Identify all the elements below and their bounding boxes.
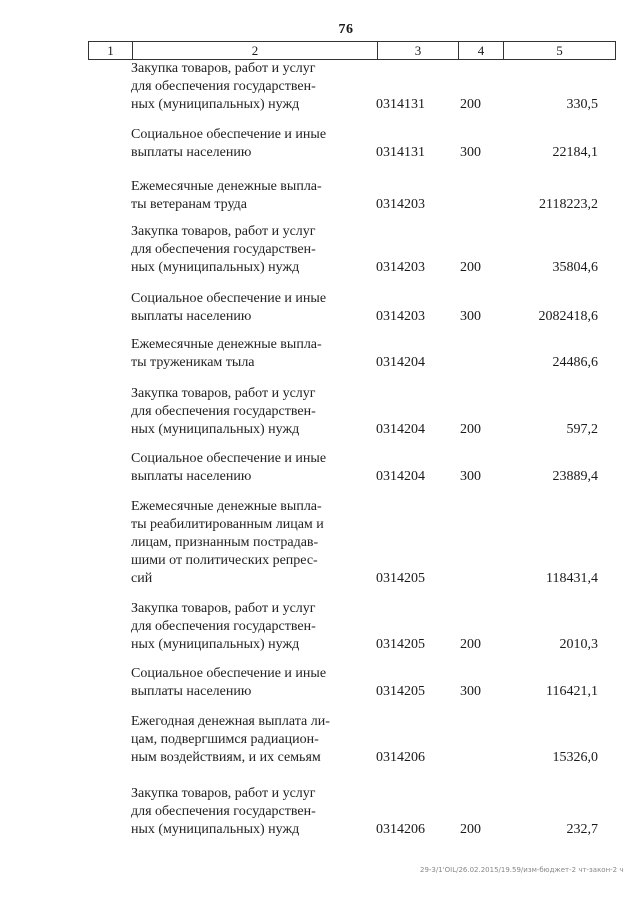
row-amount: 35804,6	[552, 260, 598, 275]
row-description-line: Социальное обеспечение и иные	[131, 666, 327, 681]
row-description-line: для обеспечения государствен-	[131, 404, 316, 419]
row-amount: 15326,0	[552, 750, 598, 765]
row-description-line: Закупка товаров, работ и услуг	[131, 386, 316, 401]
row-amount: 24486,6	[552, 355, 598, 370]
row-description-line: Закупка товаров, работ и услуг	[131, 786, 316, 801]
row-description-line: выплаты населению	[131, 309, 252, 324]
row-description-line: цам, подвергшимся радиацион-	[131, 732, 319, 747]
row-description-line: Ежемесячные денежные выпла-	[131, 499, 322, 514]
row-description	[131, 713, 353, 767]
row-code: 0314203	[376, 197, 425, 212]
row-description-line: шими от политических репрес-	[131, 553, 318, 568]
row-description-line: ты ветеранам труда	[131, 197, 247, 212]
row-description-line: Социальное обеспечение и иные	[131, 451, 327, 466]
row-description-line: Закупка товаров, работ и услуг	[131, 224, 316, 239]
row-code: 0314203	[376, 260, 425, 275]
row-expense-kind: 300	[460, 469, 481, 484]
row-description	[131, 223, 353, 277]
column-header-4: 4	[459, 42, 504, 60]
row-expense-kind: 200	[460, 637, 481, 652]
row-code: 0314203	[376, 309, 425, 324]
row-description	[131, 60, 353, 114]
row-expense-kind: 200	[460, 822, 481, 837]
row-code: 0314204	[376, 355, 425, 370]
row-description-line: выплаты населению	[131, 684, 252, 699]
footer-stamp: 29-3/1'OIL/26.02.2015/19.59/изм-бюджет-2 чт-закон-2 ч	[420, 866, 624, 874]
row-amount: 2082418,6	[538, 309, 598, 324]
row-description-line: ных (муниципальных) нужд	[131, 422, 300, 437]
row-description-line: для обеспечения государствен-	[131, 79, 316, 94]
row-description	[131, 450, 353, 486]
row-description	[131, 665, 353, 701]
row-description-line: ты труженикам тыла	[131, 355, 255, 370]
row-description-line: Ежегодная денежная выплата ли-	[131, 714, 330, 729]
row-description-line: для обеспечения государствен-	[131, 242, 316, 257]
column-header-5: 5	[504, 42, 616, 60]
row-code: 0314204	[376, 469, 425, 484]
row-expense-kind: 300	[460, 145, 481, 160]
row-expense-kind: 300	[460, 309, 481, 324]
column-number-header	[88, 41, 616, 60]
row-amount: 232,7	[566, 822, 598, 837]
row-description-line: Ежемесячные денежные выпла-	[131, 337, 322, 352]
row-amount: 118431,4	[546, 571, 598, 586]
row-code: 0314206	[376, 822, 425, 837]
row-amount: 116421,1	[546, 684, 598, 699]
row-description	[131, 290, 353, 326]
row-description-line: для обеспечения государствен-	[131, 619, 316, 634]
row-expense-kind: 200	[460, 97, 481, 112]
row-amount: 2118223,2	[539, 197, 598, 212]
page-number: 76	[338, 22, 354, 37]
row-description	[131, 600, 353, 654]
row-code: 0314204	[376, 422, 425, 437]
row-description	[131, 785, 353, 839]
row-description-line: Социальное обеспечение и иные	[131, 127, 327, 142]
row-code: 0314131	[376, 97, 425, 112]
row-description-line: Закупка товаров, работ и услуг	[131, 61, 316, 76]
row-code: 0314206	[376, 750, 425, 765]
column-header-3: 3	[378, 42, 459, 60]
row-expense-kind: 200	[460, 260, 481, 275]
row-description-line: ных (муниципальных) нужд	[131, 822, 300, 837]
row-description	[131, 336, 353, 372]
row-description-line: ным воздействиям, и их семьям	[131, 750, 321, 765]
row-description-line: ты реабилитированным лицам и	[131, 517, 324, 532]
row-description	[131, 498, 353, 588]
row-description-line: ных (муниципальных) нужд	[131, 97, 300, 112]
row-description	[131, 178, 353, 214]
row-description-line: для обеспечения государствен-	[131, 804, 316, 819]
row-amount: 597,2	[566, 422, 598, 437]
column-header-1: 1	[89, 42, 133, 60]
row-description	[131, 385, 353, 439]
row-description-line: Ежемесячные денежные выпла-	[131, 179, 322, 194]
row-code: 0314205	[376, 571, 425, 586]
row-expense-kind: 300	[460, 684, 481, 699]
column-header-2: 2	[133, 42, 378, 60]
row-amount: 330,5	[566, 97, 598, 112]
row-description-line: Социальное обеспечение и иные	[131, 291, 327, 306]
row-amount: 2010,3	[559, 637, 598, 652]
row-expense-kind: 200	[460, 422, 481, 437]
row-description-line: лицам, признанным пострадав-	[131, 535, 319, 550]
row-code: 0314131	[376, 145, 425, 160]
row-description	[131, 126, 353, 162]
row-description-line: сий	[131, 571, 153, 586]
row-code: 0314205	[376, 684, 425, 699]
row-amount: 23889,4	[552, 469, 598, 484]
row-amount: 22184,1	[552, 145, 598, 160]
row-description-line: ных (муниципальных) нужд	[131, 260, 300, 275]
row-description-line: ных (муниципальных) нужд	[131, 637, 300, 652]
row-description-line: выплаты населению	[131, 145, 252, 160]
row-description-line: Закупка товаров, работ и услуг	[131, 601, 316, 616]
row-code: 0314205	[376, 637, 425, 652]
row-description-line: выплаты населению	[131, 469, 252, 484]
